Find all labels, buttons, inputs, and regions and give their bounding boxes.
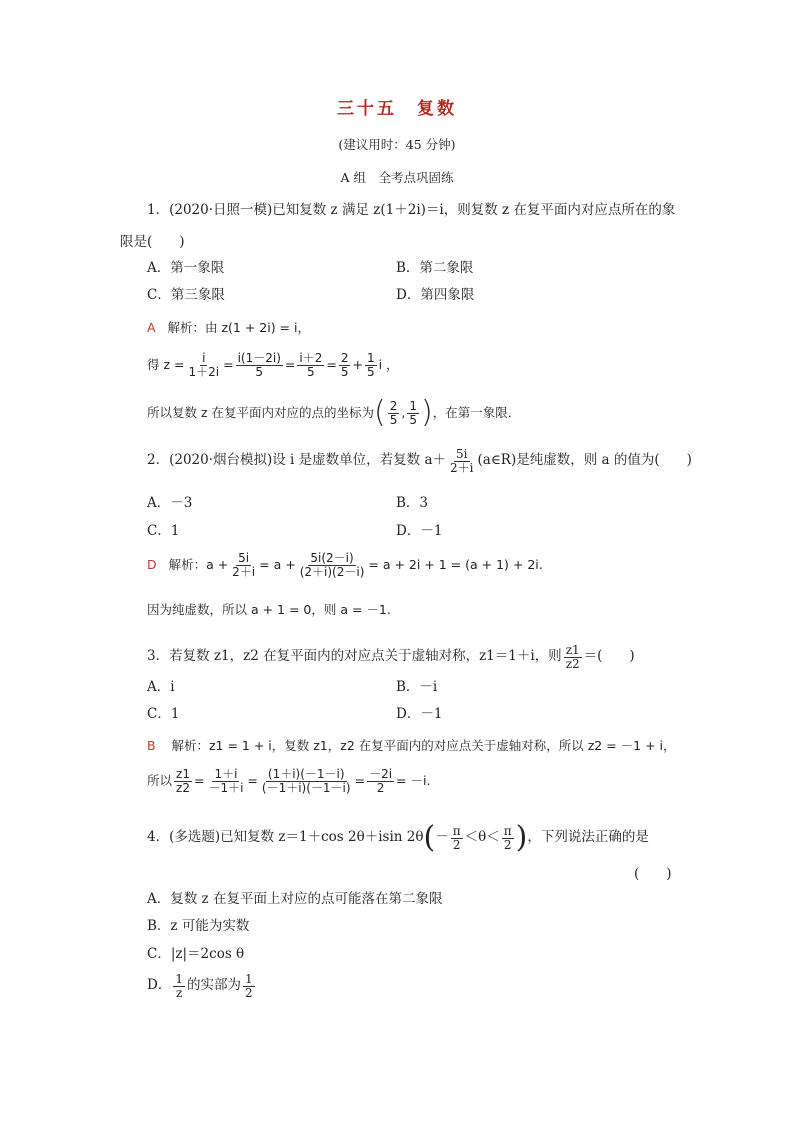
q1-point-y: [407, 400, 419, 426]
q2-sol-frac-2-den: (2＋i)(2－i): [299, 564, 365, 579]
q2-sol-frac-2-num: 5i(2－i): [310, 551, 354, 565]
q4-ineq-mid: ＜θ＜: [464, 829, 500, 846]
q2-stem-frac-den: 2＋i: [450, 460, 474, 475]
q2-stem-frac: [448, 448, 475, 474]
q1-frac-4-den: 5: [340, 364, 349, 379]
q4-option-a: A．复数 z 在复平面上对应的点可能落在第二象限: [147, 891, 443, 907]
q4-stem: [147, 820, 649, 855]
left-paren: (: [423, 820, 436, 855]
q2-solution-line2: 因为纯虚数，所以 a + 1 = 0，则 a = －1.: [147, 602, 391, 617]
q1-frac-2-num: i(1－2i): [237, 351, 281, 365]
q1-sol3-tail: ，在第一象限．: [432, 404, 521, 420]
q1-option-c: C．第三象限: [147, 287, 225, 303]
q4-option-d-frac-2-den: 2: [244, 985, 253, 1000]
q3-solution-line1: [147, 740, 676, 753]
q3-stem-frac-den: z2: [565, 656, 580, 671]
q3-sol2-lead: 所以: [147, 772, 173, 788]
q3-sol-frac-2: [260, 768, 353, 794]
q2-solution-line1: [147, 552, 543, 578]
page-title: 三十五 复数: [337, 99, 457, 119]
q4-ineq-frac-1-den: 2: [452, 837, 461, 852]
q1-frac-3-num: i＋2: [299, 351, 323, 365]
q3-sol-frac-1-num: 1＋i: [214, 767, 238, 781]
q1-solution-line1: [147, 322, 310, 335]
left-paren: (: [374, 395, 386, 430]
q4-ineq-frac-2-num: π: [503, 823, 512, 838]
q2-option-b: B．3: [396, 495, 429, 511]
q1-frac-3-den: 5: [307, 364, 315, 379]
q4-option-d-frac-1-num: 1: [175, 972, 183, 986]
q3-sol-frac-0: [174, 768, 192, 794]
q1-stem-line1: 1．(2020·日照一模)已知复数 z 满足 z(1＋2i)＝i，则复数 z 在复平面内对应点所在的象: [147, 202, 676, 218]
q3-sol-frac-0-den: z2: [176, 780, 190, 795]
q1-frac-2: [236, 352, 283, 378]
q1-sol2-tail: i ，: [378, 356, 399, 372]
q4-option-d-frac-2-num: 1: [244, 972, 253, 986]
time-note: (建议用时：45 分钟): [338, 137, 456, 152]
group-label: A 组 全考点巩固练: [340, 170, 454, 185]
q4-option-c: C．|z|＝2cos θ: [147, 946, 245, 962]
q3-stem-frac-num: z1: [565, 643, 580, 657]
q3-stem-frac: [564, 644, 582, 670]
q2-sol-frac-2: [298, 552, 367, 578]
q2-stem-frac-num: 5i: [456, 447, 468, 461]
q2-option-d: D．－1: [396, 523, 443, 539]
q3-sol-frac-0-num: z1: [176, 767, 190, 781]
q1-frac-5-den: 5: [366, 364, 375, 379]
q3-sol-frac-2-num: (1＋i)(－1－i): [267, 767, 345, 781]
q2-sol-frac-1-num: 5i: [238, 551, 250, 565]
q4-stem-tail: ，下列说法正确的是: [527, 829, 649, 846]
q4-ineq-lead: －: [435, 829, 449, 846]
q4-option-d: [147, 973, 257, 999]
q3-sol-frac-2-den: (－1＋i)(－1－i): [261, 780, 351, 795]
q4-ineq-frac-1: [451, 825, 463, 851]
q4-option-d-lead: D．: [147, 977, 172, 994]
q4-stem-lead: 4．(多选题)已知复数 z＝1＋cos 2θ＋isin 2θ: [147, 829, 424, 846]
q3-option-c: C．1: [147, 706, 180, 722]
q2-sol-frac-1: [230, 552, 257, 578]
right-paren: ): [421, 395, 433, 430]
q1-answer: A: [147, 320, 156, 335]
q4-option-d-frac-1: [173, 973, 185, 999]
q2-stem: [147, 448, 692, 474]
q3-option-b: B．－i: [396, 679, 438, 695]
q4-ineq-frac-2-den: 2: [503, 837, 512, 852]
q1-option-a: A．第一象限: [147, 260, 225, 276]
q4-option-d-frac-1-den: z: [175, 985, 183, 1000]
q3-sol-frac-3: [367, 768, 394, 794]
q3-solution-line2: 所以 $\frac{z1}{z2}$ = $\frac{1+i}{-1+i}$ = $\frac{(1+i)(-1-i)}{(-1+i)(-1-i)}$ = $\frac{-2i}{2}$ = －i.: [147, 767, 431, 795]
q2-answer: D: [147, 556, 157, 572]
q1-frac-1-num: i: [202, 351, 206, 365]
q3-option-d: D．－1: [396, 706, 443, 722]
q1-frac-3: [297, 352, 324, 378]
q1-option-d: D．第四象限: [396, 287, 475, 303]
q1-sol-label: 解析：由 z(1 + 2i) = i，: [167, 320, 310, 335]
q2-sol1-mid: = a +: [259, 556, 296, 572]
q3-sol-frac-1: [206, 768, 245, 794]
q1-point-x: [388, 400, 400, 426]
q2-option-a: A．－3: [147, 495, 193, 511]
q4-answer-bracket: ( ): [634, 866, 672, 882]
q4-option-d-frac-2: [243, 973, 255, 999]
q1-frac-1: [186, 352, 221, 378]
q1-point-x-num: 2: [389, 398, 398, 413]
q1-frac-2-den: 5: [255, 364, 264, 379]
q1-stem-line2: 限是( ): [120, 234, 185, 250]
q3-sol-frac-1-den: －1＋i: [208, 780, 244, 795]
q1-point-y-num: 1: [409, 398, 417, 413]
q3-answer: B: [147, 738, 156, 753]
q1-frac-4: [339, 352, 351, 378]
q2-sol-frac-1-den: 2＋i: [232, 564, 256, 579]
q1-sol2-lead: 得 z =: [147, 356, 185, 372]
right-paren: ): [515, 820, 528, 855]
q1-solution-line2: 得 z = $\frac{i}{1+2i}$ = $\frac{i(1-2i)}{5}$ = $\frac{i+2}{5}$ = $\frac{2}{5}$ + $\frac{1}{5}$ i ，: [147, 351, 399, 379]
q3-sol2-tail: = －i.: [396, 772, 431, 788]
q1-frac-1-den: 1＋2i: [188, 364, 220, 379]
q1-solution-line3: 所以复数 z 在复平面内对应的点的坐标为 ( $\frac{2}{5}$ , $\frac{1}{5}$ ) ，在第一象限．: [147, 395, 521, 430]
q2-stem-tail: (a∈R)是纯虚数，则 a 的值为( ): [477, 452, 692, 469]
q3-stem-lead: 3．若复数 z1，z2 在复平面内的对应点关于虚轴对称，z1＝1＋i，则: [147, 648, 562, 665]
q3-sol-frac-3-den: 2: [376, 780, 385, 795]
q4-ineq-frac-2: [502, 825, 514, 851]
q1-point-x-den: 5: [389, 412, 398, 427]
q3-sol1-text: 解析：z1 = 1 + i，复数 z1，z2 在复平面内的对应点关于虚轴对称，所以 z2 = －1 + i，: [171, 738, 676, 753]
q1-point-y-den: 5: [409, 412, 417, 427]
q4-ineq-frac-1-num: π: [452, 823, 461, 838]
q4-option-d-mid: 的实部为: [186, 977, 241, 994]
q1-frac-5: [365, 352, 377, 378]
q3-stem-tail: ＝( ): [583, 648, 635, 665]
q1-frac-5-num: 1: [366, 351, 375, 365]
q1-frac-4-num: 2: [340, 351, 349, 365]
q3-sol-frac-3-num: －2i: [369, 767, 393, 781]
q1-option-b: B．第二象限: [396, 260, 474, 276]
q2-sol1-label: 解析：a +: [168, 556, 229, 572]
q2-stem-lead: 2．(2020·烟台模拟)设 i 是虚数单位，若复数 a＋: [147, 452, 447, 469]
q3-option-a: A．i: [147, 679, 175, 695]
q4-option-b: B．z 可能为实数: [147, 918, 250, 934]
q2-option-c: C．1: [147, 523, 180, 539]
q1-sol3-lead: 所以复数 z 在复平面内对应的点的坐标为: [147, 404, 375, 420]
q3-stem: [147, 644, 635, 670]
q2-sol1-tail: = a + 2i + 1 = (a + 1) + 2i.: [368, 556, 543, 572]
